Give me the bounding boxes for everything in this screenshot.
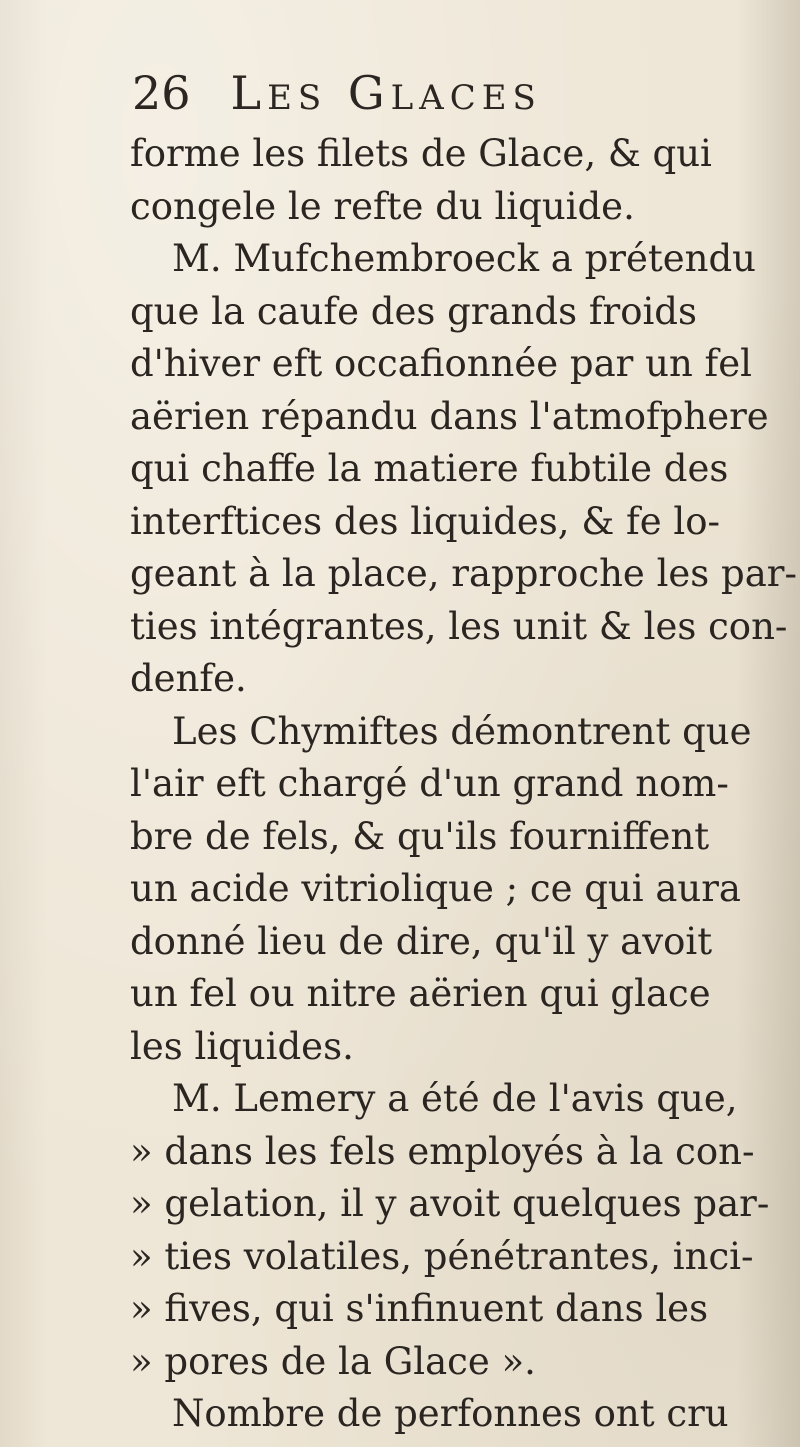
page-number: 26	[132, 66, 191, 120]
quoted-line: » ties volatiles, pénétrantes, inci-	[130, 1234, 754, 1278]
text-line: aërien répandu dans l'atmofphere	[130, 394, 769, 438]
title-rest-2: LACES	[390, 78, 542, 118]
title-rest-1: ES	[267, 78, 328, 118]
paragraph-start-line: Nombre de perfonnes ont cru	[172, 1392, 729, 1435]
text-line: un acide vitriolique ; ce qui aura	[130, 867, 741, 910]
paragraph-start-line: Les Chymiftes démontrent que	[172, 709, 752, 753]
quoted-line: » pores de la Glace ».	[130, 1339, 536, 1383]
text-line: forme les filets de Glace, & qui	[130, 132, 712, 175]
text-line: ties intégrantes, les unit & les con-	[130, 604, 788, 648]
text-line: qui chaffe la matiere fubtile des	[130, 447, 729, 490]
paragraph-start-line: M. Lemery a été de l'avis que,	[172, 1077, 738, 1120]
text-line: donné lieu de dire, qu'il y avoit	[130, 919, 713, 963]
text-line: geant à la place, rapproche les par-	[130, 552, 797, 595]
text-line: interftices des liquides, & fe lo-	[130, 499, 720, 543]
text-line: que la caufe des grands froids	[130, 289, 697, 333]
title-initial-1: L	[230, 66, 268, 120]
text-line: l'air eft chargé d'un grand nom-	[130, 762, 729, 805]
title-initial-2: G	[347, 66, 391, 120]
text-line: un fel ou nitre aërien qui glace	[130, 972, 711, 1015]
quoted-line: » dans les fels employés à la con-	[130, 1129, 755, 1173]
text-line: d'hiver eft occafionnée par un fel	[130, 342, 752, 385]
text-line: denfe.	[130, 657, 247, 700]
paragraph-start-line: M. Mufchembroeck a prétendu	[172, 237, 756, 280]
quoted-line: » fives, qui s'infinuent dans les	[130, 1287, 709, 1330]
text-line: congele le refte du liquide.	[130, 184, 635, 228]
text-line: les liquides.	[130, 1024, 354, 1068]
body-text	[130, 128, 797, 1441]
quoted-line: » gelation, il y avoit quelques par-	[130, 1182, 770, 1225]
text-line: bre de fels, & qu'ils fourniffent	[130, 814, 710, 858]
running-head	[132, 66, 542, 120]
running-title	[231, 66, 542, 120]
